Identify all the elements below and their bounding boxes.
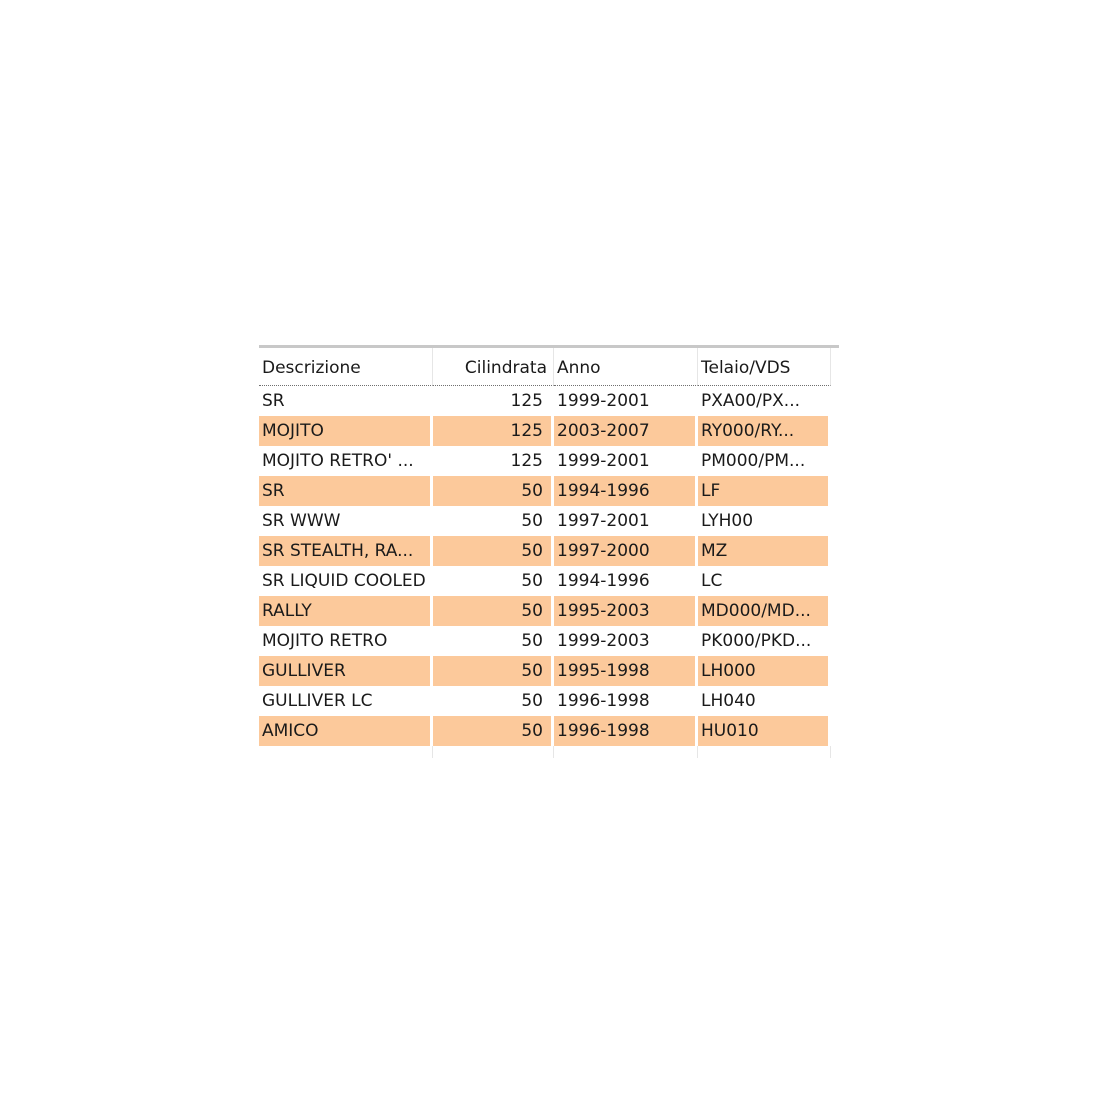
- table-row[interactable]: [259, 476, 839, 506]
- cell-cilindrata: 50: [433, 566, 554, 596]
- cell-anno: 1997-2001: [554, 506, 698, 536]
- cell-telaio: HU010: [698, 716, 831, 746]
- table-row[interactable]: [259, 656, 839, 686]
- row-filler: [831, 446, 839, 476]
- cell-cilindrata: 50: [433, 686, 554, 716]
- column-header-cilindrata[interactable]: Cilindrata: [433, 348, 554, 386]
- cell-anno: 1999-2001: [554, 386, 698, 416]
- cell-telaio: PXA00/PX...: [698, 386, 831, 416]
- cell-cilindrata: 50: [433, 626, 554, 656]
- cell-cilindrata: 125: [433, 446, 554, 476]
- table-header: [259, 348, 839, 386]
- table-body: [259, 386, 839, 746]
- row-filler: [831, 506, 839, 536]
- cell-telaio: PM000/PM...: [698, 446, 831, 476]
- cell-descrizione: SR LIQUID COOLED: [259, 566, 433, 596]
- table-row[interactable]: [259, 446, 839, 476]
- cell-descrizione: GULLIVER: [259, 656, 433, 686]
- cell-descrizione: AMICO: [259, 716, 433, 746]
- cell-anno: 2003-2007: [554, 416, 698, 446]
- cell-telaio: RY000/RY...: [698, 416, 831, 446]
- row-filler: [831, 536, 839, 566]
- cell-telaio: LH040: [698, 686, 831, 716]
- cell-anno: 1999-2003: [554, 626, 698, 656]
- cell-anno: 1997-2000: [554, 536, 698, 566]
- column-header-anno[interactable]: Anno: [554, 348, 698, 386]
- cell-cilindrata: 50: [433, 656, 554, 686]
- cell-cilindrata: 50: [433, 536, 554, 566]
- table-row[interactable]: [259, 506, 839, 536]
- column-header-telaio[interactable]: Telaio/VDS: [698, 348, 831, 386]
- cell-descrizione: MOJITO RETRO: [259, 626, 433, 656]
- cell-cilindrata: 50: [433, 476, 554, 506]
- cell-telaio: LF: [698, 476, 831, 506]
- end-cell: [698, 746, 831, 758]
- models-table: [259, 345, 839, 758]
- cell-telaio: MD000/MD...: [698, 596, 831, 626]
- header-filler: [831, 348, 839, 386]
- row-filler: [831, 656, 839, 686]
- cell-anno: 1996-1998: [554, 686, 698, 716]
- cell-anno: 1995-1998: [554, 656, 698, 686]
- cell-telaio: MZ: [698, 536, 831, 566]
- table-row[interactable]: [259, 596, 839, 626]
- cell-anno: 1994-1996: [554, 476, 698, 506]
- cell-descrizione: SR: [259, 476, 433, 506]
- row-filler: [831, 566, 839, 596]
- table-row[interactable]: [259, 536, 839, 566]
- table-row[interactable]: [259, 716, 839, 746]
- row-filler: [831, 386, 839, 416]
- cell-cilindrata: 125: [433, 386, 554, 416]
- cell-telaio: LC: [698, 566, 831, 596]
- row-filler: [831, 686, 839, 716]
- cell-anno: 1999-2001: [554, 446, 698, 476]
- row-filler: [831, 476, 839, 506]
- cell-anno: 1996-1998: [554, 716, 698, 746]
- table-row[interactable]: [259, 386, 839, 416]
- table-row[interactable]: [259, 626, 839, 656]
- end-cell: [554, 746, 698, 758]
- cell-descrizione: MOJITO: [259, 416, 433, 446]
- row-filler: [831, 626, 839, 656]
- cell-cilindrata: 50: [433, 716, 554, 746]
- cell-telaio: PK000/PKD...: [698, 626, 831, 656]
- column-header-descrizione[interactable]: Descrizione: [259, 348, 433, 386]
- row-filler: [831, 416, 839, 446]
- table-row[interactable]: [259, 416, 839, 446]
- cell-descrizione: MOJITO RETRO' ...: [259, 446, 433, 476]
- cell-anno: 1995-2003: [554, 596, 698, 626]
- cell-cilindrata: 50: [433, 596, 554, 626]
- cell-descrizione: SR WWW: [259, 506, 433, 536]
- end-cell: [433, 746, 554, 758]
- cell-telaio: LYH00: [698, 506, 831, 536]
- table-end-row: [259, 746, 839, 758]
- cell-telaio: LH000: [698, 656, 831, 686]
- cell-descrizione: SR: [259, 386, 433, 416]
- row-filler: [831, 716, 839, 746]
- end-cell: [259, 746, 433, 758]
- cell-anno: 1994-1996: [554, 566, 698, 596]
- table-row[interactable]: [259, 686, 839, 716]
- cell-descrizione: RALLY: [259, 596, 433, 626]
- cell-descrizione: GULLIVER LC: [259, 686, 433, 716]
- row-filler: [831, 596, 839, 626]
- cell-cilindrata: 125: [433, 416, 554, 446]
- cell-cilindrata: 50: [433, 506, 554, 536]
- cell-descrizione: SR STEALTH, RA...: [259, 536, 433, 566]
- table-row[interactable]: [259, 566, 839, 596]
